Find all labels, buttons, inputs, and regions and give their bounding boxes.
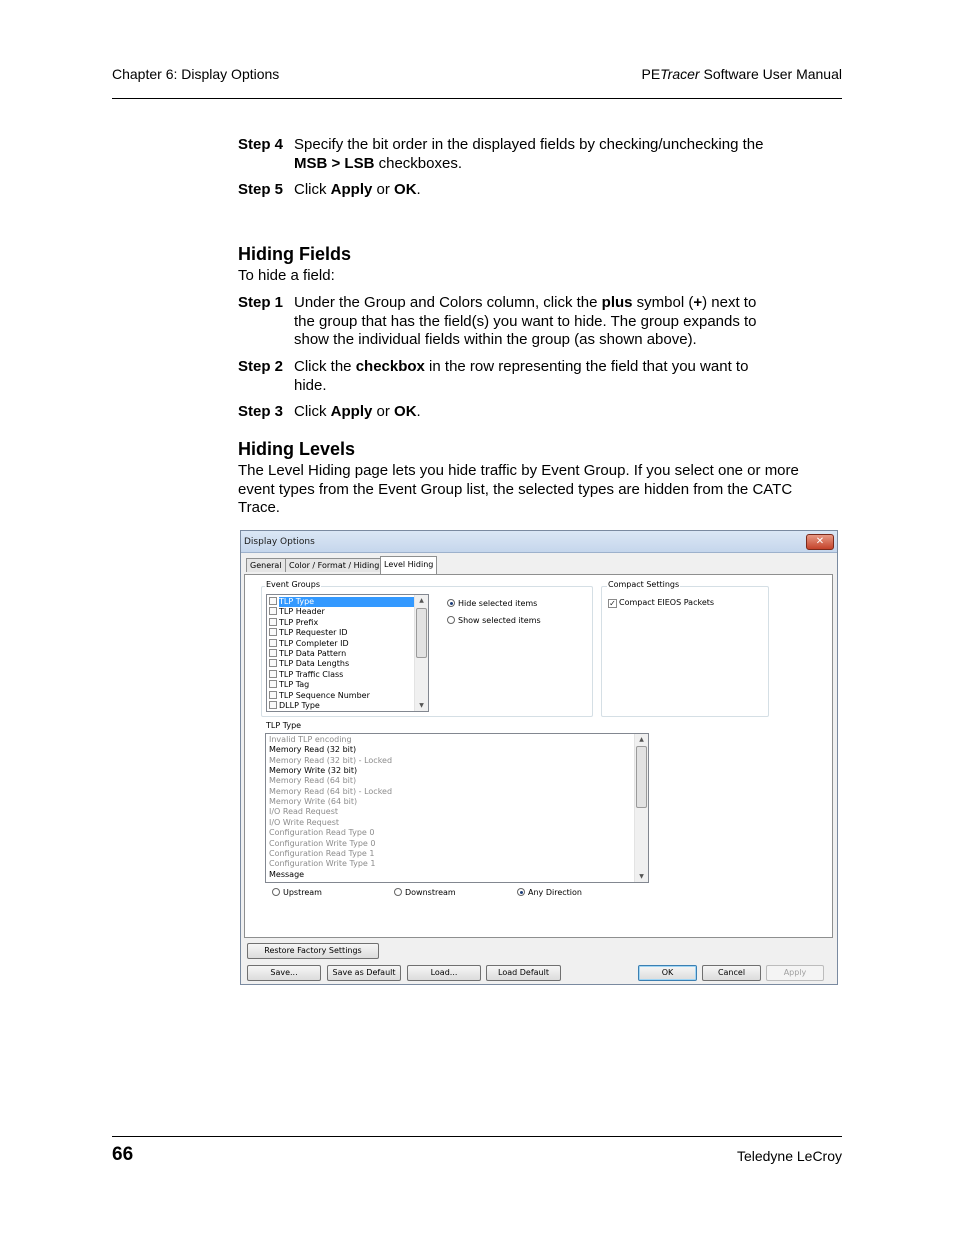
event-group-item[interactable]: [269, 670, 343, 680]
event-group-label: TLP Data Lengths: [279, 659, 350, 669]
step-2: [238, 358, 798, 395]
text: Click: [294, 403, 331, 420]
ok-button[interactable]: OK: [638, 965, 697, 981]
checkbox-icon[interactable]: [269, 628, 277, 636]
scroll-thumb[interactable]: [416, 608, 427, 658]
event-group-item[interactable]: [269, 597, 417, 607]
radio-label: Hide selected items: [458, 599, 538, 608]
compact-settings-title: Compact Settings: [608, 580, 680, 589]
event-group-label: TLP Tag: [279, 680, 310, 690]
text: checkboxes.: [374, 154, 462, 172]
event-group-label: TLP Traffic Class: [279, 669, 344, 679]
scroll-down-icon[interactable]: ▼: [639, 873, 644, 880]
title-italic: Tracer: [660, 66, 700, 82]
event-group-item[interactable]: [269, 701, 320, 711]
step-label: Step 1: [238, 294, 284, 311]
event-groups-list[interactable]: [266, 594, 429, 712]
event-group-label: TLP Completer ID: [279, 638, 349, 648]
text: in the row representing the field that you want to hide.: [294, 358, 749, 394]
text: .: [416, 181, 421, 198]
bold-text: MSB > LSB: [294, 154, 375, 172]
checkbox-icon[interactable]: [269, 649, 277, 657]
checkbox-label: Compact EIEOS Packets: [619, 598, 715, 607]
dialog-title: Display Options: [244, 537, 315, 547]
step-label: Step 4: [238, 136, 284, 153]
tlp-type-item[interactable]: I/O Write Request: [269, 817, 340, 827]
header-rule: [112, 98, 842, 99]
bold-text: checkbox: [355, 358, 425, 375]
step-text: [294, 136, 798, 173]
tlp-type-scrollbar[interactable]: [634, 734, 648, 882]
hiding-levels-paragraph: The Level Hiding page lets you hide traffic by Event Group. If you select one or more event types from the Event Group list, the selected types are hidden from the CATC Trace.: [238, 462, 799, 516]
compact-eieos-checkbox[interactable]: [608, 598, 714, 608]
text: symbol (: [632, 294, 694, 311]
bold-text: Apply: [330, 403, 373, 420]
event-group-item[interactable]: [269, 659, 349, 669]
event-groups-title: Event Groups: [266, 580, 320, 589]
radio-label: Upstream: [283, 888, 322, 897]
level-hiding-panel: [244, 574, 833, 938]
step-text: [294, 294, 780, 350]
checkbox-icon[interactable]: [269, 607, 277, 615]
bold-text: OK: [394, 181, 417, 198]
upstream-radio[interactable]: [272, 888, 322, 897]
text: ) next to the group that has the field(s) you want to hide. The group expands to show the individual fields within the group (as shown above).: [294, 294, 757, 348]
step-label: Step 5: [238, 181, 284, 198]
checkbox-icon[interactable]: [269, 639, 277, 647]
scroll-thumb[interactable]: [636, 746, 647, 808]
radio-checked-icon: [447, 599, 455, 607]
running-header-title: [641, 66, 842, 82]
intro-text: To hide a field:: [238, 267, 335, 284]
checkbox-icon[interactable]: [269, 597, 277, 605]
load-button[interactable]: Load...: [407, 965, 481, 981]
event-group-item[interactable]: [269, 628, 347, 638]
text: Under the Group and Colors column, click the: [294, 294, 602, 311]
tlp-type-item[interactable]: Message: [269, 869, 305, 879]
step-1: [238, 294, 798, 350]
radio-icon: [447, 616, 455, 624]
title-suffix: Software User Manual: [699, 66, 842, 82]
apply-button[interactable]: Apply: [766, 965, 824, 981]
tab-general[interactable]: General: [246, 558, 286, 572]
tlp-type-item[interactable]: I/O Read Request: [269, 807, 339, 817]
event-group-label: TLP Type: [279, 597, 417, 607]
tlp-type-item[interactable]: Invalid TLP encoding: [269, 735, 352, 744]
cancel-button[interactable]: Cancel: [702, 965, 761, 981]
step-3: [238, 403, 798, 422]
bold-text: OK: [394, 403, 417, 420]
event-group-label: TLP Sequence Number: [279, 690, 370, 700]
text: or: [372, 403, 395, 420]
close-button[interactable]: ✕: [806, 534, 834, 550]
restore-factory-settings-button[interactable]: Restore Factory Settings: [247, 943, 379, 959]
running-header-chapter: Chapter 6: Display Options: [112, 66, 280, 82]
step-5: [238, 181, 798, 200]
tlp-type-item[interactable]: Memory Read (32 bit): [269, 745, 357, 755]
save-as-default-button[interactable]: Save as Default: [327, 965, 401, 981]
radio-label: Show selected items: [458, 616, 541, 625]
step-label: Step 2: [238, 358, 284, 375]
event-group-item[interactable]: [269, 691, 370, 701]
event-group-item[interactable]: [269, 607, 325, 617]
text: Specify the bit order in the displayed fields by checking/unchecking the: [294, 136, 764, 153]
downstream-radio[interactable]: [394, 888, 456, 897]
radio-label: Downstream: [405, 888, 456, 897]
tlp-type-list[interactable]: [265, 733, 649, 883]
radio-icon: [394, 888, 402, 896]
event-group-label: TLP Data Pattern: [279, 649, 347, 658]
tlp-type-item[interactable]: Configuration Read Type 1: [269, 848, 375, 858]
tlp-type-item[interactable]: Memory Read (64 bit): [269, 776, 357, 786]
tlp-type-item[interactable]: Memory Write (64 bit): [269, 797, 358, 807]
tab-level-hiding[interactable]: Level Hiding: [380, 556, 437, 574]
tlp-type-item[interactable]: Memory Read (64 bit) - Locked: [269, 786, 393, 796]
page-number: 66: [112, 1144, 134, 1165]
bold-text: plus: [601, 294, 633, 311]
scroll-down-icon[interactable]: ▼: [419, 702, 424, 709]
save-button[interactable]: Save...: [247, 965, 321, 981]
event-group-item[interactable]: [269, 680, 309, 690]
show-selected-radio[interactable]: [447, 616, 541, 625]
footer-rule: [112, 1136, 842, 1137]
heading-hiding-levels: Hiding Levels: [238, 439, 356, 459]
event-group-label: TLP Requester ID: [279, 628, 348, 638]
title-prefix: PE: [641, 66, 661, 82]
tlp-type-item[interactable]: Memory Read (32 bit) - Locked: [269, 755, 393, 765]
checkbox-icon[interactable]: [269, 618, 277, 626]
bold-text: +: [693, 294, 703, 311]
step-text: [294, 403, 798, 422]
tlp-type-item[interactable]: Memory Write (32 bit): [269, 766, 358, 776]
radio-label: Any Direction: [528, 888, 582, 897]
load-default-button[interactable]: Load Default: [486, 965, 561, 981]
tab-color-format-hiding[interactable]: Color / Format / Hiding: [285, 558, 383, 572]
step-text: [294, 358, 780, 395]
tlp-type-item[interactable]: Configuration Write Type 0: [269, 838, 376, 848]
text: or: [372, 181, 395, 198]
event-group-item[interactable]: [269, 649, 346, 659]
scroll-up-icon[interactable]: ▲: [419, 597, 424, 604]
tlp-type-item[interactable]: Configuration Read Type 0: [269, 828, 375, 838]
tlp-type-title: TLP Type: [266, 721, 302, 730]
step-text: [294, 181, 798, 200]
dialog-titlebar: [241, 531, 837, 553]
radio-checked-icon: [517, 888, 525, 896]
text: Click the: [294, 358, 356, 375]
heading-hiding-fields: Hiding Fields: [238, 244, 352, 264]
event-group-label: TLP Header: [279, 607, 325, 617]
checkbox-icon[interactable]: [269, 701, 277, 709]
event-groups-scrollbar[interactable]: [414, 595, 428, 711]
event-group-label: DLLP Type: [279, 701, 320, 710]
hide-selected-radio[interactable]: [447, 599, 537, 608]
step-4: [238, 136, 798, 173]
checkbox-icon[interactable]: [269, 659, 277, 667]
event-group-label: TLP Prefix: [279, 617, 319, 627]
checkbox-icon[interactable]: [269, 670, 277, 678]
step-label: Step 3: [238, 403, 284, 420]
tlp-type-item[interactable]: Configuration Write Type 1: [269, 859, 376, 869]
event-group-item[interactable]: [269, 639, 349, 649]
any-direction-radio[interactable]: [517, 888, 582, 897]
display-options-dialog: [240, 530, 838, 985]
text: .: [416, 403, 421, 420]
checkmark-icon: ✓: [609, 599, 616, 608]
bold-text: Apply: [330, 181, 373, 198]
text: Click: [294, 181, 331, 198]
scroll-up-icon[interactable]: ▲: [639, 736, 644, 743]
event-group-item[interactable]: [269, 618, 318, 628]
footer-company: Teledyne LeCroy: [736, 1148, 842, 1164]
checkbox-icon[interactable]: [269, 680, 277, 688]
checkbox-icon[interactable]: [269, 691, 277, 699]
radio-icon: [272, 888, 280, 896]
